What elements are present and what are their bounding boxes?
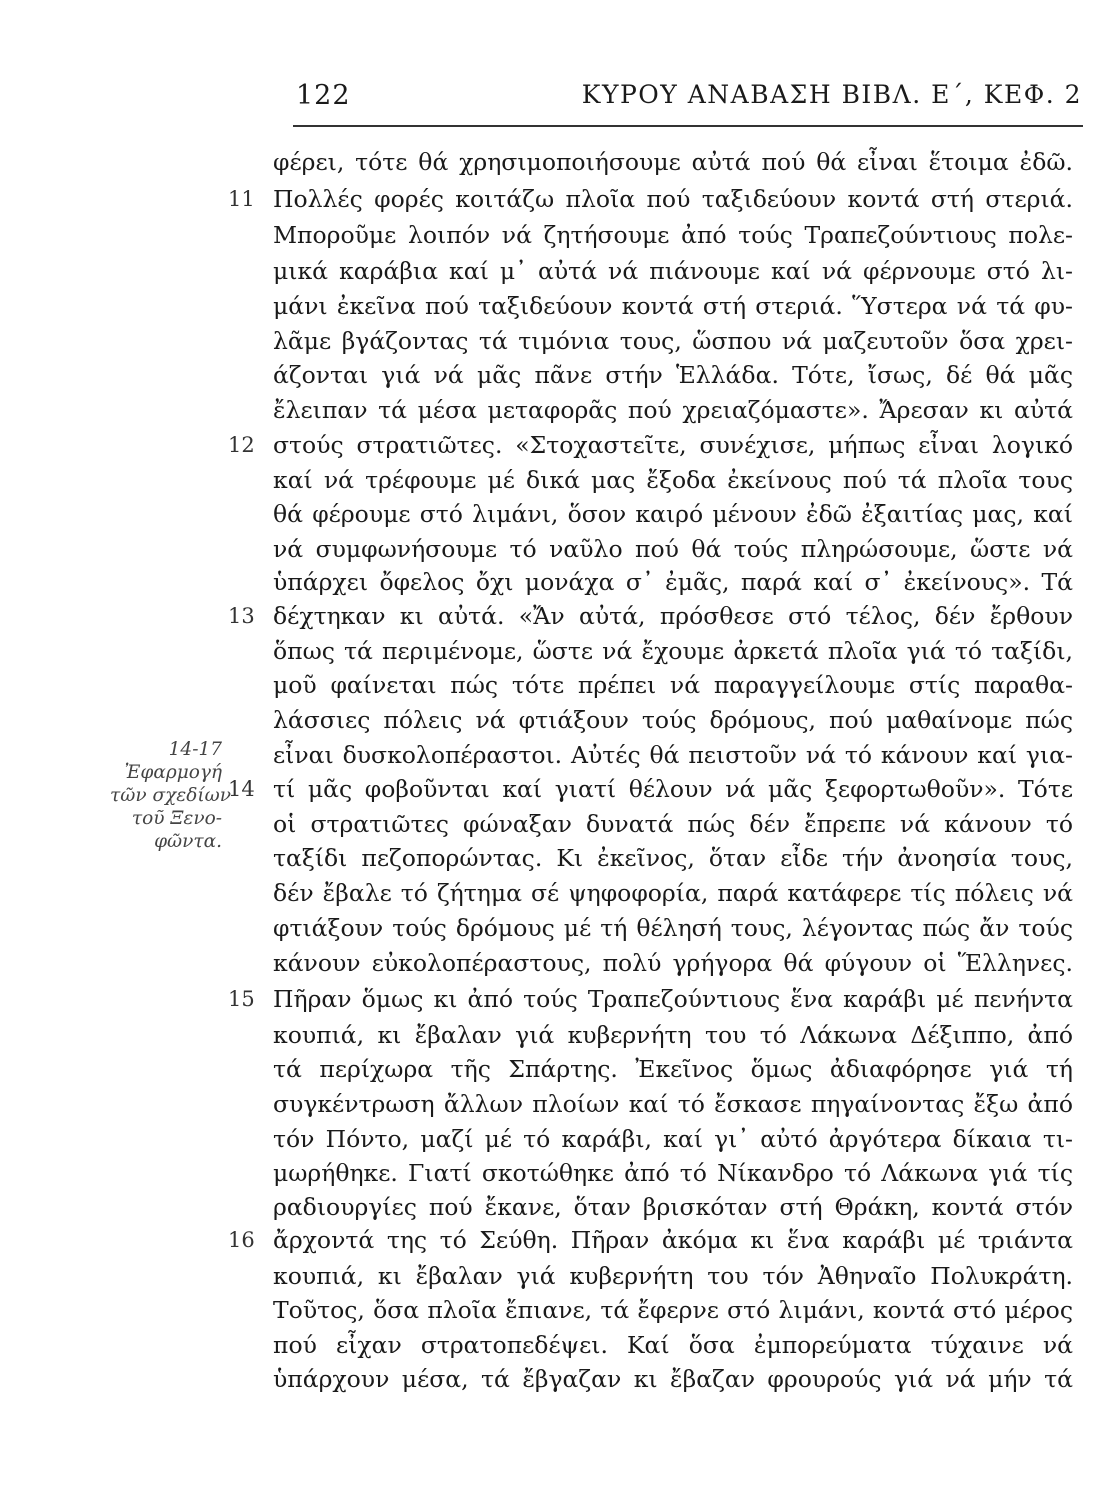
text-line: Πῆραν ὅμως κι ἀπό τούς Τραπεζούντιους ἕνα καράβι μέ πενήντα [273,985,1073,1013]
text-line: κάνουν εὐκολοπέραστους, πολύ γρήγορα θά φύγουν οἱ Ἕλληνες. [273,949,1073,977]
margin-note-line: τῶν σχεδίων [110,785,231,806]
text-line: νά συμφωνήσουμε τό ναῦλο πού θά τούς πληρώσουμε, ὥστε νά [273,535,1073,563]
text-line: συγκέντρωση ἄλλων πλοίων καί τό ἔσκασε πηγαίνοντας ἔξω ἀπό [273,1090,1073,1118]
text-line: άζονται γιά νά μᾶς πᾶνε στήν Ἑλλάδα. Τότε, ἴσως, δέ θά μᾶς [273,361,1073,389]
header-rule [293,125,1083,127]
text-line: θά φέρουμε στό λιμάνι, ὅσον καιρό μένουν ἐδῶ ἐξαιτίας μας, καί [273,500,1073,528]
text-line: ἔλειπαν τά μέσα μεταφορᾶς πού χρειαζόμαστε». Ἄρεσαν κι αὐτά [273,396,1073,424]
text-line: Τοῦτος, ὅσα πλοῖα ἔπιανε, τά ἔφερνε στό λιμάνι, κοντά στό μέρος [273,1296,1073,1324]
margin-note-range: 14-17 [168,739,222,760]
margin-note-line: φῶντα. [154,831,222,852]
margin-note [110,738,231,853]
text-line: Μποροῦμε λοιπόν νά ζητήσουμε ἀπό τούς Τραπεζούντιους πολε- [273,221,1073,249]
text-line: μοῦ φαίνεται πώς τότε πρέπει νά παραγγείλουμε στίς παραθα- [273,671,1073,699]
text-line: ὑπάρχει ὄφελος ὄχι μονάχα σ᾽ ἐμᾶς, παρά καί σ᾽ ἐκείνους». Τά [273,568,1073,596]
text-line: στούς στρατιῶτες. «Στοχαστεῖτε, συνέχισε, μήπως εἶναι λογικό [273,431,1073,459]
text-line: ταξίδι πεζοπορώντας. Κι ἐκεῖνος, ὅταν εἶδε τήν ἀνοησία τους, [273,844,1073,872]
text-line: ὑπάρχουν μέσα, τά ἔβγαζαν κι ἔβαζαν φρουρούς γιά νά μήν τά [273,1365,1073,1393]
text-line: κουπιά, κι ἔβαλαν γιά κυβερνήτη του τό Λάκωνα Δέξιππο, ἀπό [273,1021,1073,1049]
section-number: 13 [228,604,255,628]
margin-note-line: τοῦ Ξενο- [131,808,222,829]
text-line: τά περίχωρα τῆς Σπάρτης. Ἐκεῖνος ὅμως ἀδιαφόρησε γιά τή [273,1055,1073,1083]
text-line: φέρει, τότε θά χρησιμοποιήσουμε αὐτά πού θά εἶναι ἕτοιμα ἐδῶ. [273,148,1073,176]
text-line: εἶναι δυσκολοπέραστοι. Αὐτές θά πειστοῦν νά τό κάνουν καί για- [273,741,1073,769]
text-line: μάνι ἐκεῖνα πού ταξιδεύουν κοντά στή στεριά. Ὕστερα νά τά φυ- [273,292,1073,320]
text-line: ραδιουργίες πού ἔκανε, ὅταν βρισκόταν στή Θράκη, κοντά στόν [273,1193,1073,1221]
page-number: 122 [296,80,351,111]
text-line: μωρήθηκε. Γιατί σκοτώθηκε ἀπό τό Νίκανδρο τό Λάκωνα γιά τίς [273,1159,1073,1187]
text-line: οἱ στρατιῶτες φώναξαν δυνατά πώς δέν ἔπρεπε νά κάνουν τό [273,810,1073,838]
text-line: πού εἶχαν στρατοπεδέψει. Καί ὅσα ἐμπορεύματα τύχαινε νά [273,1331,1073,1359]
text-line: κουπιά, κι ἔβαλαν γιά κυβερνήτη του τόν Ἀθηναῖο Πολυκράτη. [273,1262,1073,1290]
text-line: λᾶμε βγάζοντας τά τιμόνια τους, ὥσπου νά μαζευτοῦν ὅσα χρει- [273,327,1073,355]
text-line: καί νά τρέφουμε μέ δικά μας ἔξοδα ἐκείνους πού τά πλοῖα τους [273,466,1073,494]
running-title: ΚΥΡΟΥ ΑΝΑΒΑΣΗ ΒΙΒΛ. Ε΄, ΚΕΦ. 2 [581,80,1082,109]
margin-note-line: Ἐφαρμογή [124,762,222,783]
text-line: φτιάξουν τούς δρόμους μέ τή θέλησή τους, λέγοντας πώς ἄν τούς [273,914,1073,942]
section-number: 16 [228,1228,255,1252]
text-line: λάσσιες πόλεις νά φτιάξουν τούς δρόμους, πού μαθαίνομε πώς [273,706,1073,734]
text-line: δέχτηκαν κι αὐτά. «Ἄν αὐτά, πρόσθεσε στό τέλος, δέν ἔρθουν [273,602,1073,630]
section-number: 12 [228,433,255,457]
text-line: ὅπως τά περιμένομε, ὥστε νά ἔχουμε ἀρκετά πλοῖα γιά τό ταξίδι, [273,637,1073,665]
text-line: ἄρχοντά της τό Σεύθη. Πῆραν ἀκόμα κι ἕνα καράβι μέ τριάντα [273,1226,1073,1254]
text-line: Πολλές φορές κοιτάζω πλοῖα πού ταξιδεύουν κοντά στή στεριά. [273,185,1073,213]
text-line: τόν Πόντο, μαζί μέ τό καράβι, καί γι᾽ αὐτό ἀργότερα δίκαια τι- [273,1125,1073,1153]
text-line: δέν ἔβαλε τό ζήτημα σέ ψηφοφορία, παρά κατάφερε τίς πόλεις νά [273,879,1073,907]
section-number: 11 [228,187,255,211]
section-number: 14 [228,777,255,801]
text-line: τί μᾶς φοβοῦνται καί γιατί θέλουν νά μᾶς ξεφορτωθοῦν». Τότε [273,775,1073,803]
section-number: 15 [228,987,255,1011]
text-line: μικά καράβια καί μ᾽ αὐτά νά πιάνουμε καί νά φέρνουμε στό λι- [273,257,1073,285]
